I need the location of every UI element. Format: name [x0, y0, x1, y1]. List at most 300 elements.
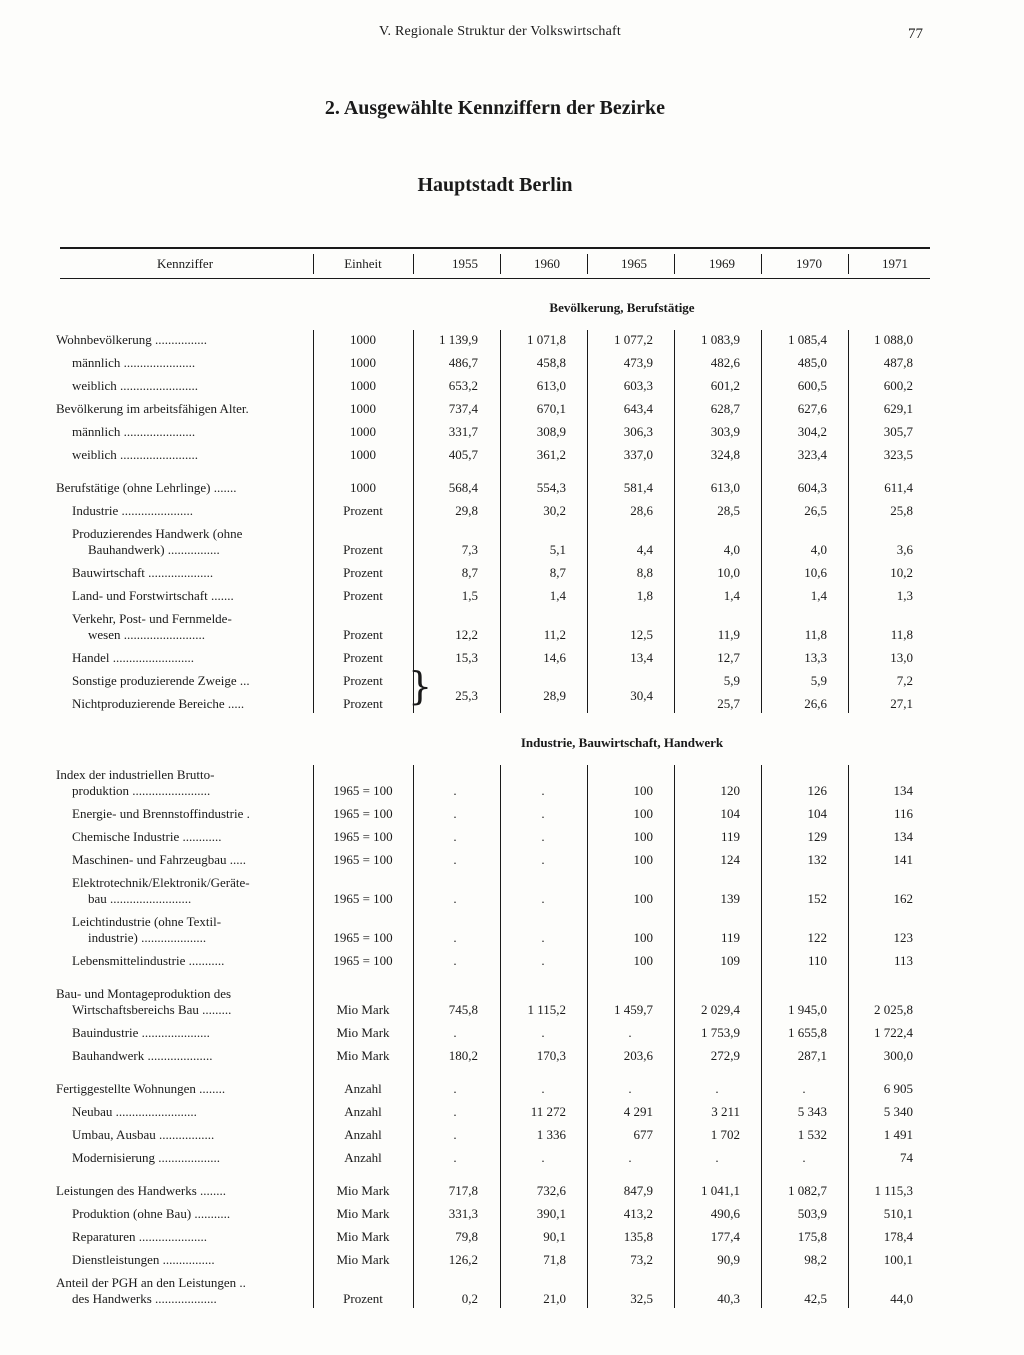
row-label: männlich ......................	[72, 424, 196, 439]
row-value-1970: 26,6	[804, 696, 827, 711]
row-value-1955: .	[453, 891, 457, 906]
row-value-1969: 12,7	[717, 650, 740, 665]
row-value-1970: 175,8	[797, 1229, 827, 1244]
row-value-1971: 600,2	[883, 378, 913, 393]
row-label: Bevölkerung im arbeitsfähigen Alter.	[56, 401, 249, 416]
column-rule	[313, 765, 314, 1308]
column-rule	[500, 330, 501, 713]
row-value-1970: 485,0	[797, 355, 827, 370]
row-value-1955: 12,2	[455, 627, 478, 642]
row-unit: 1965 = 100	[333, 806, 393, 821]
row-value-1955: .	[453, 953, 457, 968]
row-value-1955: 180,2	[448, 1048, 478, 1063]
row-label: Bauhandwerk ....................	[72, 1048, 213, 1063]
column-rule	[313, 330, 314, 713]
combined-value-1955: 25,3	[455, 687, 478, 703]
row-value-1969: 177,4	[710, 1229, 740, 1244]
table-row	[0, 875, 1024, 913]
header-bottom-rule	[60, 278, 930, 279]
row-value-1970: 1 082,7	[788, 1183, 827, 1198]
row-value-1971: 3,6	[896, 542, 913, 557]
row-unit: Anzahl	[344, 1081, 382, 1096]
row-label: Fertiggestellte Wohnungen ........	[56, 1081, 226, 1096]
row-value-1960: .	[541, 1150, 545, 1165]
table-row	[0, 424, 1024, 446]
row-value-1960: 90,1	[543, 1229, 566, 1244]
row-label: Lebensmittelindustrie ...........	[72, 953, 225, 968]
row-label: Land- und Forstwirtschaft .......	[72, 588, 234, 603]
col-head-1971: 1971	[882, 256, 908, 271]
row-value-1971: 300,0	[883, 1048, 913, 1063]
row-value-1970: 5,9	[810, 673, 827, 688]
row-value-1969: 303,9	[710, 424, 740, 439]
row-value-1960: 1 336	[536, 1127, 566, 1142]
row-label: Bauhandwerk) ................	[88, 542, 220, 557]
row-unit: 1000	[350, 424, 376, 439]
row-label: Energie- und Brennstoffindustrie .	[72, 806, 250, 821]
row-value-1969: 3 211	[711, 1104, 740, 1119]
row-value-1970: 1 945,0	[788, 1002, 827, 1017]
row-value-1970: 5 343	[797, 1104, 827, 1119]
row-value-1965: 677	[633, 1127, 653, 1142]
row-unit: Prozent	[343, 588, 383, 603]
table-row	[0, 1252, 1024, 1274]
row-value-1965: .	[628, 1081, 632, 1096]
row-value-1971: 10,2	[890, 565, 913, 580]
header-col-rule	[313, 254, 314, 274]
row-unit: 1000	[350, 401, 376, 416]
table-row	[0, 355, 1024, 377]
column-rule	[587, 765, 588, 1308]
row-value-1970: 26,5	[804, 503, 827, 518]
column-rule	[587, 330, 588, 713]
row-value-1955: .	[453, 783, 457, 798]
row-value-1965: 28,6	[630, 503, 653, 518]
row-value-1960: .	[541, 953, 545, 968]
row-value-1965: 100	[633, 930, 653, 945]
row-unit: 1965 = 100	[333, 953, 393, 968]
row-label: wesen .........................	[88, 627, 205, 642]
row-value-1970: 11,8	[804, 627, 827, 642]
row-value-1971: 305,7	[883, 424, 913, 439]
column-rule	[500, 765, 501, 1308]
row-value-1971: 74	[900, 1150, 913, 1165]
row-value-1970: 1 655,8	[788, 1025, 827, 1040]
header-col-rule	[413, 254, 414, 274]
row-value-1970: 600,5	[797, 378, 827, 393]
row-value-1960: 670,1	[536, 401, 566, 416]
row-value-1969: 109	[720, 953, 740, 968]
row-value-1960: 308,9	[536, 424, 566, 439]
section-title: 2. Ausgewählte Kennziffern der Bezirke	[324, 97, 666, 119]
running-head: V. Regionale Struktur der Volkswirtschaft	[379, 24, 621, 39]
row-label: männlich ......................	[72, 355, 196, 370]
row-value-1960: .	[541, 1025, 545, 1040]
row-label: Berufstätige (ohne Lehrlinge) .......	[56, 480, 237, 495]
row-value-1955: .	[453, 806, 457, 821]
row-value-1970: 503,9	[797, 1206, 827, 1221]
row-value-1969: 139	[720, 891, 740, 906]
row-unit: Prozent	[343, 696, 383, 711]
row-value-1955: .	[453, 829, 457, 844]
row-label: Dienstleistungen ................	[72, 1252, 215, 1267]
row-label: Produktion (ohne Bau) ...........	[72, 1206, 231, 1221]
row-unit: 1000	[350, 378, 376, 393]
row-unit: 1000	[350, 332, 376, 347]
row-unit: Mio Mark	[336, 1025, 390, 1040]
row-value-1965: 581,4	[623, 480, 653, 495]
row-value-1970: 1,4	[810, 588, 827, 603]
row-value-1969: 1,4	[723, 588, 740, 603]
row-value-1965: 100	[633, 806, 653, 821]
row-value-1969: 124	[720, 852, 740, 867]
row-value-1955: 486,7	[448, 355, 478, 370]
row-value-1969: 1 083,9	[701, 332, 740, 347]
col-head-1965: 1965	[621, 256, 647, 271]
region-title: Hauptstadt Berlin	[417, 174, 573, 196]
row-value-1970: 10,6	[804, 565, 827, 580]
row-value-1955: 568,4	[448, 480, 478, 495]
row-label: Bau- und Montageproduktion des	[56, 986, 232, 1001]
row-value-1965: .	[628, 1025, 632, 1040]
row-value-1965: 135,8	[623, 1229, 653, 1244]
row-value-1965: 1 459,7	[614, 1002, 653, 1017]
table-row	[0, 953, 1024, 975]
group-title: Industrie, Bauwirtschaft, Handwerk	[520, 735, 724, 750]
row-value-1965: 73,2	[630, 1252, 653, 1267]
row-label: Leichtindustrie (ohne Textil-	[72, 914, 222, 929]
row-value-1969: 119	[720, 930, 740, 945]
header-col-rule	[761, 254, 762, 274]
row-value-1971: 116	[893, 806, 913, 821]
table-row	[0, 611, 1024, 649]
row-label: weiblich ........................	[72, 378, 199, 393]
row-value-1960: 71,8	[543, 1252, 566, 1267]
row-value-1971: 1 491	[883, 1127, 913, 1142]
row-unit: Prozent	[343, 1291, 383, 1306]
row-value-1970: 110	[807, 953, 827, 968]
table-row	[0, 829, 1024, 851]
row-value-1970: 98,2	[804, 1252, 827, 1267]
row-label: Leistungen des Handwerks ........	[56, 1183, 227, 1198]
row-unit: Anzahl	[344, 1104, 382, 1119]
row-unit: Mio Mark	[336, 1002, 390, 1017]
row-value-1955: 79,8	[455, 1229, 478, 1244]
row-value-1970: 42,5	[804, 1291, 827, 1306]
row-value-1965: 100	[633, 783, 653, 798]
row-unit: 1965 = 100	[333, 852, 393, 867]
col-head-1969: 1969	[709, 256, 735, 271]
table-row	[0, 1025, 1024, 1047]
row-label: Industrie ......................	[72, 503, 193, 518]
row-value-1960: 30,2	[543, 503, 566, 518]
row-label: Handel .........................	[72, 650, 195, 665]
row-label: Produzierendes Handwerk (ohne	[72, 526, 243, 541]
row-unit: 1000	[350, 355, 376, 370]
table-row	[0, 378, 1024, 400]
row-value-1969: 104	[720, 806, 740, 821]
table-row	[0, 914, 1024, 952]
col-head-einheit: Einheit	[344, 256, 382, 271]
table-row	[0, 1229, 1024, 1251]
row-value-1955: 717,8	[448, 1183, 478, 1198]
row-value-1970: 126	[807, 783, 827, 798]
row-unit: Mio Mark	[336, 1229, 390, 1244]
row-value-1969: 1 702	[710, 1127, 740, 1142]
group-title: Bevölkerung, Berufstätige	[549, 300, 695, 315]
row-value-1970: .	[802, 1150, 806, 1165]
row-unit: Prozent	[343, 650, 383, 665]
row-value-1971: 323,5	[883, 447, 913, 462]
row-value-1960: .	[541, 829, 545, 844]
row-unit: Anzahl	[344, 1127, 382, 1142]
row-value-1965: 1,8	[636, 588, 653, 603]
row-value-1960: 732,6	[536, 1183, 566, 1198]
row-value-1971: 123	[893, 930, 913, 945]
row-value-1970: 287,1	[797, 1048, 827, 1063]
row-label: Neubau .........................	[72, 1104, 197, 1119]
row-unit: Mio Mark	[336, 1048, 390, 1063]
row-label: Wohnbevölkerung ................	[56, 332, 207, 347]
row-unit: Prozent	[343, 627, 383, 642]
row-label: des Handwerks ...................	[72, 1291, 217, 1306]
row-value-1969: 4,0	[723, 542, 740, 557]
row-value-1971: 25,8	[890, 503, 913, 518]
row-value-1969: 324,8	[710, 447, 740, 462]
row-value-1969: 272,9	[710, 1048, 740, 1063]
combined-value-1965: 30,4	[630, 687, 653, 703]
header-col-rule	[674, 254, 675, 274]
row-value-1955: 331,3	[448, 1206, 478, 1221]
row-value-1965: 8,8	[636, 565, 653, 580]
row-value-1969: 10,0	[717, 565, 740, 580]
row-value-1955: .	[453, 1025, 457, 1040]
combined-value-1960: 28,9	[543, 687, 566, 703]
row-value-1970: 104	[807, 806, 827, 821]
row-value-1965: 643,4	[623, 401, 653, 416]
row-value-1955: 331,7	[448, 424, 478, 439]
row-value-1965: 203,6	[623, 1048, 653, 1063]
row-unit: 1965 = 100	[333, 783, 393, 798]
column-rule	[674, 765, 675, 1308]
row-unit: Prozent	[343, 565, 383, 580]
row-value-1965: 1 077,2	[614, 332, 653, 347]
row-label: Reparaturen .....................	[72, 1229, 208, 1244]
col-head-1970: 1970	[796, 256, 822, 271]
row-value-1969: 1 041,1	[701, 1183, 740, 1198]
table-header	[0, 248, 1024, 278]
row-label: Umbau, Ausbau .................	[72, 1127, 215, 1142]
row-value-1965: 12,5	[630, 627, 653, 642]
row-value-1971: 141	[893, 852, 913, 867]
row-value-1969: 613,0	[710, 480, 740, 495]
row-value-1969: 2 029,4	[701, 1002, 740, 1017]
row-value-1970: 129	[807, 829, 827, 844]
row-value-1955: .	[453, 1081, 457, 1096]
row-value-1970: 4,0	[810, 542, 827, 557]
row-value-1965: 337,0	[623, 447, 653, 462]
row-value-1960: 1,4	[549, 588, 566, 603]
row-unit: Prozent	[343, 503, 383, 518]
table-row	[0, 767, 1024, 805]
row-value-1960: 170,3	[536, 1048, 566, 1063]
row-value-1970: 323,4	[797, 447, 827, 462]
row-value-1955: 126,2	[448, 1252, 478, 1267]
row-label: Wirtschaftsbereichs Bau .........	[72, 1002, 232, 1017]
row-value-1970: 1 532	[797, 1127, 827, 1142]
table-row	[0, 986, 1024, 1024]
row-value-1960: .	[541, 806, 545, 821]
row-label: Anteil der PGH an den Leistungen ..	[56, 1275, 246, 1290]
row-value-1965: 473,9	[623, 355, 653, 370]
row-value-1965: 847,9	[623, 1183, 653, 1198]
header-col-rule	[500, 254, 501, 274]
row-value-1971: 5 340	[883, 1104, 913, 1119]
table-row	[0, 447, 1024, 469]
row-value-1971: 113	[893, 953, 913, 968]
table-row	[0, 806, 1024, 828]
row-value-1955: 405,7	[448, 447, 478, 462]
row-value-1971: 134	[893, 829, 913, 844]
row-value-1960: 1 115,2	[527, 1002, 566, 1017]
row-value-1960: .	[541, 783, 545, 798]
row-value-1965: 13,4	[630, 650, 653, 665]
row-value-1970: 1 085,4	[788, 332, 827, 347]
row-value-1971: 1,3	[896, 588, 913, 603]
row-value-1965: 100	[633, 953, 653, 968]
row-value-1970: 304,2	[797, 424, 827, 439]
row-value-1971: 510,1	[883, 1206, 913, 1221]
row-label: industrie) ....................	[88, 930, 207, 945]
row-value-1955: 29,8	[455, 503, 478, 518]
row-unit: Mio Mark	[336, 1252, 390, 1267]
row-value-1970: 122	[807, 930, 827, 945]
row-value-1960: .	[541, 1081, 545, 1096]
row-label: Maschinen- und Fahrzeugbau .....	[72, 852, 247, 867]
column-rule	[413, 330, 414, 713]
row-value-1970: .	[802, 1081, 806, 1096]
row-value-1960: 390,1	[536, 1206, 566, 1221]
table-row	[0, 1275, 1024, 1313]
row-value-1955: 1 139,9	[439, 332, 478, 347]
row-value-1960: 458,8	[536, 355, 566, 370]
row-unit: Prozent	[343, 542, 383, 557]
row-value-1960: 14,6	[543, 650, 566, 665]
header-col-rule	[587, 254, 588, 274]
row-value-1960: .	[541, 852, 545, 867]
column-rule	[761, 765, 762, 1308]
row-value-1970: 13,3	[804, 650, 827, 665]
row-unit: 1000	[350, 480, 376, 495]
row-unit: 1965 = 100	[333, 930, 393, 945]
row-label: weiblich ........................	[72, 447, 199, 462]
row-value-1965: 306,3	[623, 424, 653, 439]
row-value-1969: 90,9	[717, 1252, 740, 1267]
row-value-1965: 413,2	[623, 1206, 653, 1221]
table-row	[0, 332, 1024, 354]
row-label: Verkehr, Post- und Fernmelde-	[72, 611, 232, 626]
col-head-1955: 1955	[452, 256, 478, 271]
row-unit: 1965 = 100	[333, 829, 393, 844]
row-value-1971: 44,0	[890, 1291, 913, 1306]
row-value-1965: 603,3	[623, 378, 653, 393]
row-value-1960: 1 071,8	[527, 332, 566, 347]
row-value-1970: 152	[807, 891, 827, 906]
table-row	[0, 480, 1024, 502]
row-value-1960: .	[541, 891, 545, 906]
row-unit: Anzahl	[344, 1150, 382, 1165]
column-rule	[848, 330, 849, 713]
row-value-1955: .	[453, 1104, 457, 1119]
table-row	[0, 526, 1024, 564]
row-value-1969: 601,2	[710, 378, 740, 393]
row-value-1965: 100	[633, 852, 653, 867]
row-value-1971: 27,1	[890, 696, 913, 711]
table-row	[0, 1150, 1024, 1172]
row-value-1955: .	[453, 1127, 457, 1142]
row-value-1970: 627,6	[797, 401, 827, 416]
row-value-1971: 1 722,4	[874, 1025, 913, 1040]
row-value-1965: 32,5	[630, 1291, 653, 1306]
row-label: Chemische Industrie ............	[72, 829, 222, 844]
col-head-kennziffer: Kennziffer	[156, 256, 214, 271]
row-value-1955: .	[453, 1150, 457, 1165]
header-col-rule	[848, 254, 849, 274]
table-row	[0, 1183, 1024, 1205]
row-value-1971: 487,8	[883, 355, 913, 370]
column-rule	[761, 330, 762, 713]
row-label: bau .........................	[88, 891, 192, 906]
table-row	[0, 401, 1024, 423]
row-unit: 1965 = 100	[333, 891, 393, 906]
row-label: Sonstige produzierende Zweige ...	[72, 673, 250, 688]
table-row	[0, 503, 1024, 525]
row-value-1955: 1,5	[461, 588, 478, 603]
row-label: produktion ........................	[72, 783, 211, 798]
row-label: Elektrotechnik/Elektronik/Geräte-	[72, 875, 250, 890]
row-value-1969: 25,7	[717, 696, 740, 711]
row-value-1969: .	[715, 1081, 719, 1096]
row-label: Nichtproduzierende Bereiche .....	[72, 696, 245, 711]
row-value-1960: 613,0	[536, 378, 566, 393]
row-value-1971: 11,8	[890, 627, 913, 642]
row-value-1971: 13,0	[890, 650, 913, 665]
table-row	[0, 650, 1024, 672]
row-value-1955: 0,2	[461, 1291, 478, 1306]
row-value-1970: 132	[807, 852, 827, 867]
column-rule	[674, 330, 675, 713]
row-value-1969: 490,6	[710, 1206, 740, 1221]
row-value-1971: 2 025,8	[874, 1002, 913, 1017]
row-value-1969: 40,3	[717, 1291, 740, 1306]
row-value-1971: 7,2	[896, 673, 913, 688]
row-value-1969: 28,5	[717, 503, 740, 518]
row-value-1955: .	[453, 930, 457, 945]
row-value-1971: 134	[893, 783, 913, 798]
row-value-1965: 100	[633, 891, 653, 906]
row-label: Modernisierung ...................	[72, 1150, 221, 1165]
row-value-1960: .	[541, 930, 545, 945]
column-rule	[848, 765, 849, 1308]
row-value-1970: 604,3	[797, 480, 827, 495]
row-value-1955: 15,3	[455, 650, 478, 665]
row-value-1969: 11,9	[717, 627, 740, 642]
row-value-1969: 120	[720, 783, 740, 798]
row-value-1965: 4 291	[623, 1104, 653, 1119]
table-row	[0, 1081, 1024, 1103]
row-value-1971: 6 905	[883, 1081, 913, 1096]
row-unit: Mio Mark	[336, 1206, 390, 1221]
